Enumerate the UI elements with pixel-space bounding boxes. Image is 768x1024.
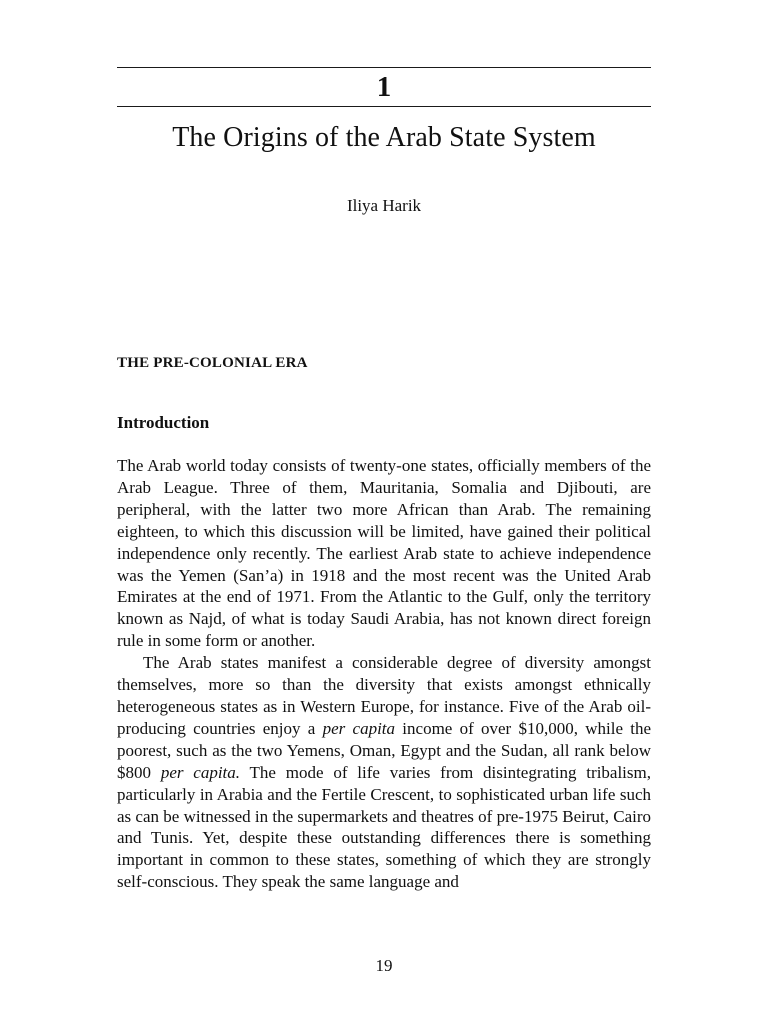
author-name: Iliya Harik xyxy=(346,196,422,215)
section-heading: THE PRE-COLONIAL ERA xyxy=(117,355,308,371)
italic-per-capita-1: per capita xyxy=(322,718,396,738)
body-text xyxy=(117,455,651,893)
paragraph-2-part-a: The Arab states manifest a considerable degree of diversity amongst themselves, more so than the diversity that exists amongst ethnically heterogeneous states as in Western Europe, for instance. Five of the Arab oil-producing countries enjoy a xyxy=(117,653,651,738)
bottom-rule xyxy=(117,106,651,107)
paragraph-1: The Arab world today consists of twenty-one states, officially members of the Arab League. Three of them, Mauritania, Somalia and Djibouti, are peripheral, with the latter two more African than Arab. The remaining eighteen, to which this discussion will be limited, have gained their political independence only recently. The earliest Arab state to achieve independence was the Yemen (San’a) in 1918 and the most recent was the United Arab Emirates at the end of 1971. From the Atlantic to the Gulf, only the territory known as Najd, of what is today Saudi Arabia, has not known direct foreign rule in some form or another. xyxy=(117,456,651,651)
page-number: 19 xyxy=(375,956,393,975)
paragraph-2-part-b: income of over $10,000, while the poorest, such as the two Yemens, Oman, Egypt and the Sudan, all rank below $800 xyxy=(117,718,652,782)
chapter-number: 1 xyxy=(376,71,392,103)
chapter-title: The Origins of the Arab State System xyxy=(172,122,596,153)
paragraph-2-part-c: The mode of life varies from disintegrating tribalism, particularly in Arabia and the Fertile Crescent, to sophisticated urban life such as can be witnessed in the supermarkets and theatres of pre-1975 Beirut, Cairo and Tunis. Yet, despite these outstanding differences there is something important in common to these states, something of which they are strongly self-conscious. They speak the same language and xyxy=(117,762,651,892)
top-rule xyxy=(117,67,651,68)
subsection-heading: Introduction xyxy=(117,413,210,432)
paragraph-2 xyxy=(117,652,651,893)
italic-per-capita-2: per capita. xyxy=(160,762,241,782)
